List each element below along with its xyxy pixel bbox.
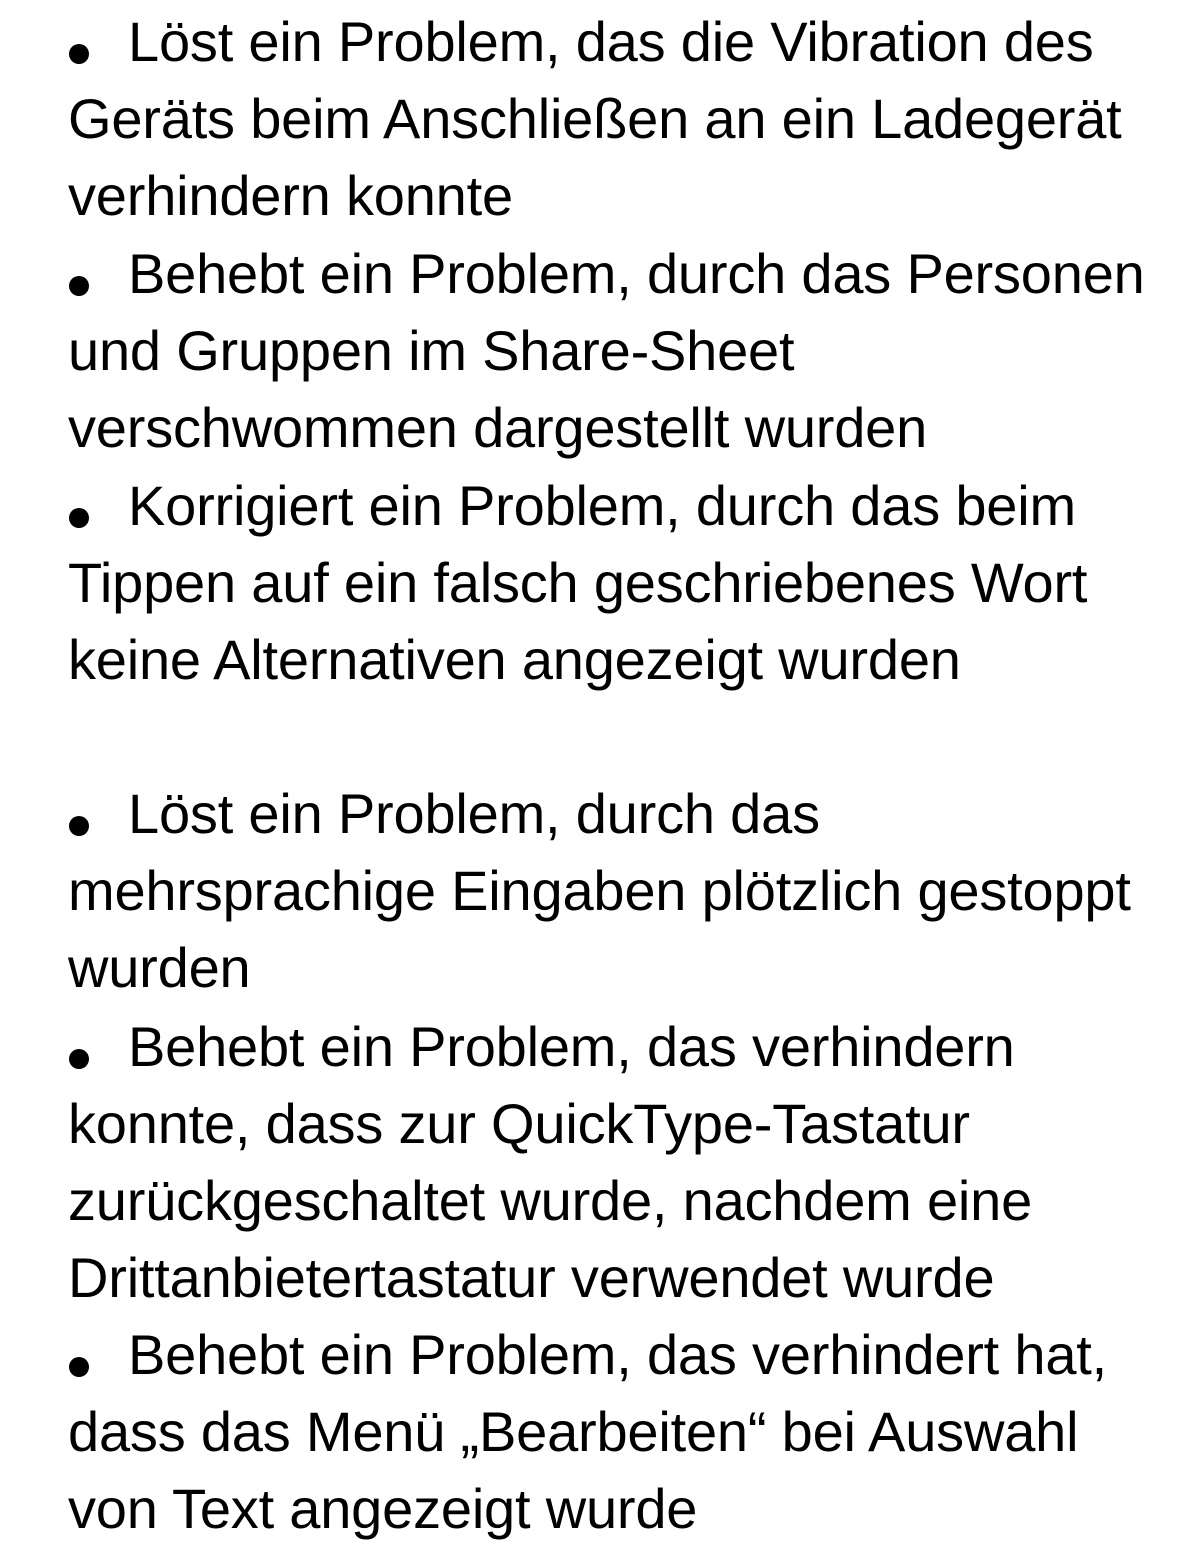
list-item [68, 775, 1178, 1006]
list-item-text: Korrigiert ein Problem, durch das beim Tippen auf ein falsch geschriebenes Wort keine Alternativen angezeigt wurden [68, 474, 1088, 691]
list-item-text: Behebt ein Problem, das verhindern konnte, dass zur QuickType-Tastatur zurückgeschaltet wurde, nachdem eine Drittanbietertastatur verwendet wurde [68, 1015, 1033, 1309]
list-item-text: Löst ein Problem, durch das mehrsprachige Eingaben plötzlich gestoppt wurden [68, 782, 1131, 999]
list-item [68, 3, 1178, 234]
list-item [68, 235, 1178, 466]
list-item [68, 1008, 1178, 1316]
list-item-text: Behebt ein Problem, das verhindert hat, dass das Menü „Bearbeiten“ bei Auswahl von Text angezeigt wurde [68, 1323, 1108, 1540]
list-item-text: Löst ein Problem, das die Vibration des Geräts beim Anschließen an ein Ladegerät verhindern konnte [68, 10, 1122, 227]
list-item [68, 1316, 1178, 1547]
list-item-text: Behebt ein Problem, durch das Personen und Gruppen im Share-Sheet verschwommen dargestellt wurden [68, 242, 1145, 459]
list-item [68, 467, 1178, 698]
